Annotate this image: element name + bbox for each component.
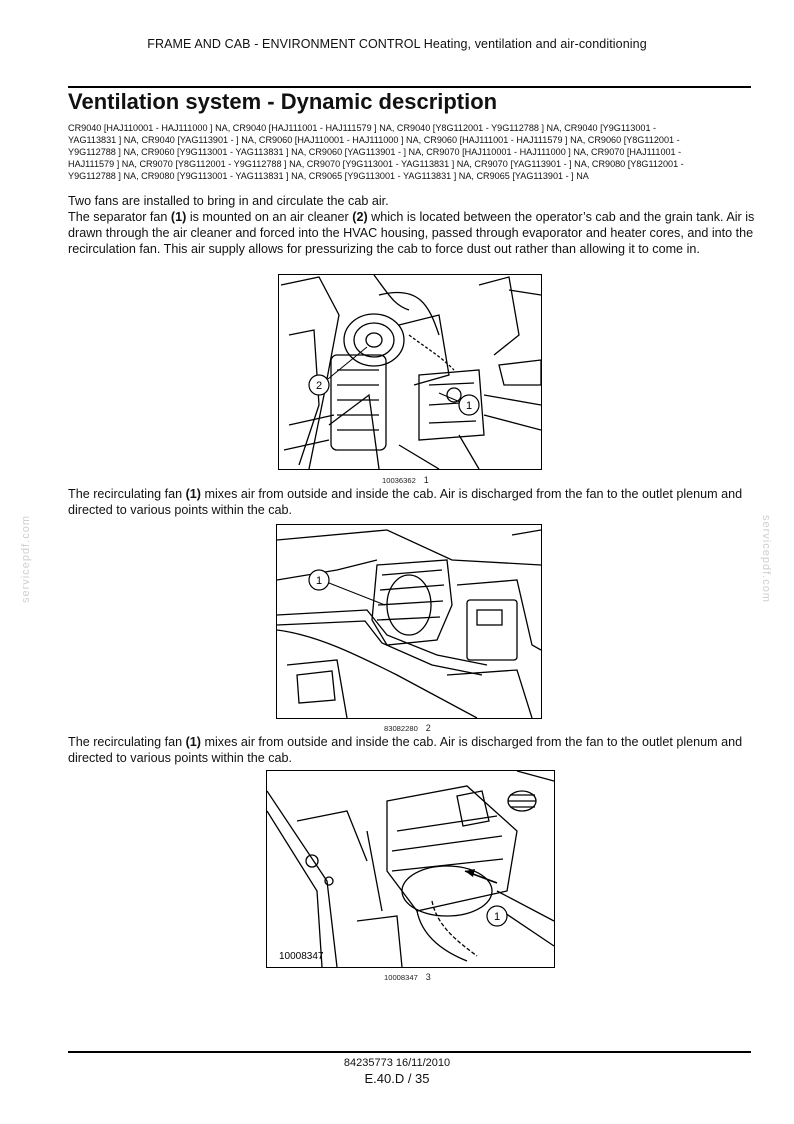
model-applicability — [68, 122, 751, 182]
applicability-line: CR9040 [HAJ110001 - HAJ111000 ] NA, CR9040 [HAJ111001 - HAJ111579 ] NA, CR9040 [Y8G112001 - Y9G112788 ] NA, CR9040 [Y9G113001 - — [68, 123, 657, 133]
callout-label: 1 — [465, 400, 473, 412]
callout-label: 2 — [315, 380, 323, 392]
figure-code: 10008347 — [384, 973, 418, 982]
figure-3-image — [266, 770, 555, 968]
paragraph-text: which is located between the operator’s cab and the grain tank. Air is drawn through the air cleaner and forced into the HVAC housing, passed through evaporator and heater cores, and into the recirculation fan. This air supply allows for pressurizing the cab to force dust out rather than allowing it to come in. — [68, 210, 755, 257]
callout-label: 1 — [315, 575, 323, 587]
paragraph-text: mixes air from outside and inside the cab. Air is discharged from the fan to the outlet plenum and directed to various points within the cab. — [68, 735, 743, 766]
figure-code: 10036362 — [382, 476, 416, 485]
figure-number: 2 — [425, 723, 431, 733]
paragraph-text: The recirculating fan — [68, 735, 186, 749]
intro-paragraph: Two fans are installed to bring in and circulate the cab air. — [68, 194, 389, 208]
reference-number: (1) — [185, 487, 202, 501]
figure-number: 3 — [425, 972, 431, 982]
paragraph-text: mixes air from outside and inside the cab. Air is discharged from the fan to the outlet plenum and directed to various points within the cab. — [68, 487, 743, 518]
running-header: FRAME AND CAB - ENVIRONMENT CONTROL Heating, ventilation and air-conditioning — [147, 37, 647, 51]
document-reference: 84235773 16/11/2010 — [343, 1057, 451, 1069]
recirculating-fan-paragraph — [68, 486, 758, 518]
applicability-line: HAJ111579 ] NA, CR9070 [Y8G112001 - Y9G112788 ] NA, CR9070 [Y9G113001 - YAG113831 ] NA, CR9070 [YAG113901 - ] NA, CR9080 [Y8G112001 - — [68, 159, 684, 170]
figure-2-image — [276, 524, 542, 719]
figure-2-caption — [384, 723, 431, 733]
callout-label: 1 — [493, 911, 501, 923]
recirculating-fan-paragraph — [68, 734, 758, 766]
reference-number: (2) — [352, 210, 368, 224]
header-rule — [68, 86, 751, 88]
figure-number: 1 — [423, 475, 429, 485]
embedded-image-label: 10008347 — [279, 951, 324, 962]
applicability-line: Y9G112788 ] NA, CR9080 [Y9G113001 - YAG113831 ] NA, CR9065 [Y9G113001 - YAG113831 ] NA, CR9065 [YAG113901 - ] NA — [68, 171, 589, 182]
figure-1-caption — [382, 475, 429, 485]
page-number: E.40.D / 35 — [364, 1071, 430, 1086]
figure-3-caption — [384, 972, 431, 982]
section-title: Ventilation system - Dynamic description — [68, 89, 498, 114]
reference-number: (1) — [170, 210, 187, 224]
paragraph-text: The separator fan — [68, 210, 171, 224]
figure-1-image — [278, 274, 542, 470]
separator-fan-paragraph — [68, 209, 758, 258]
paragraph-text: The recirculating fan — [68, 487, 186, 501]
applicability-line: Y9G112788 ] NA, CR9060 [Y9G113001 - YAG113831 ] NA, CR9060 [YAG113901 - ] NA, CR9070 [HAJ110001 - HAJ111000 ] NA, CR9070 [HAJ111001 - — [68, 147, 682, 158]
paragraph-text: is mounted on an air cleaner — [186, 210, 353, 224]
footer-rule — [68, 1051, 751, 1053]
figure-code: 83082280 — [384, 724, 418, 733]
reference-number: (1) — [185, 735, 202, 749]
watermark-left: servicepdf.com — [20, 515, 32, 603]
watermark-right: servicepdf.com — [760, 515, 772, 603]
applicability-line: YAG113831 ] NA, CR9040 [YAG113901 - ] NA, CR9060 [HAJ110001 - HAJ111000 ] NA, CR9060 [HAJ111001 - HAJ111579 ] NA, CR9060 [Y8G112001 - — [68, 135, 680, 146]
